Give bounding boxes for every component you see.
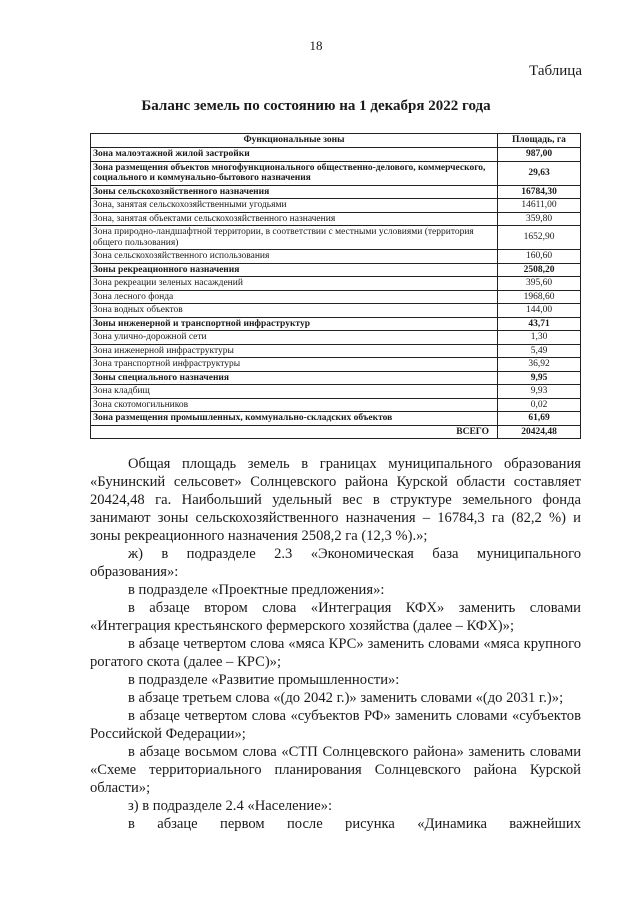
table-row	[91, 161, 581, 185]
header-area: Площадь, га	[498, 134, 581, 148]
table-row	[91, 385, 581, 399]
area-cell: 9,95	[498, 371, 581, 385]
zone-name-cell: Зоны инженерной и транспортной инфраструктур	[91, 317, 498, 331]
table-row	[91, 412, 581, 426]
table-row	[91, 185, 581, 199]
area-cell: 5,49	[498, 344, 581, 358]
area-cell: 359,80	[498, 212, 581, 226]
table-title: Баланс земель по состоянию на 1 декабря 2022 года	[141, 98, 491, 114]
total-row	[91, 425, 581, 439]
zone-name-cell: Зона транспортной инфраструктуры	[91, 358, 498, 372]
land-balance-table	[90, 133, 581, 439]
area-cell: 1,30	[498, 331, 581, 345]
zone-name-cell: Зона размещения промышленных, коммунально-складских объектов	[91, 412, 498, 426]
zone-name-cell: Зона сельскохозяйственного использования	[91, 250, 498, 264]
table-row	[91, 304, 581, 318]
paragraph: в подразделе «Развитие промышленности»:	[128, 672, 400, 688]
table-row	[91, 398, 581, 412]
area-cell: 160,60	[498, 250, 581, 264]
table-row	[91, 226, 581, 250]
total-label: ВСЕГО	[91, 425, 498, 439]
body-text	[90, 455, 581, 833]
paragraph: ж) в подразделе 2.3 «Экономическая база муниципального образования»:	[90, 546, 581, 580]
table-row	[91, 317, 581, 331]
header-zone: Функциональные зоны	[91, 134, 498, 148]
paragraph: в абзаце втором слова «Интеграция КФХ» заменить словами «Интеграция крестьянского фермерского хозяйства (далее – КФХ)»;	[90, 600, 581, 634]
area-cell: 1652,90	[498, 226, 581, 250]
area-cell: 14611,00	[498, 199, 581, 213]
total-area: 20424,48	[498, 425, 581, 439]
paragraph: Общая площадь земель в границах муниципального образования «Бунинский сельсовет» Солнцевского района Курской области составляет 20424,48 га. Наибольший удельный вес в структуре земельного фонда занимают зоны сельскохозяйственного назначения – 16784,3 га (82,2 %) и зоны рекреационного назначения 2508,2 га (12,3 %).»;	[90, 456, 581, 544]
area-cell: 61,69	[498, 412, 581, 426]
zone-name-cell: Зона инженерной инфраструктуры	[91, 344, 498, 358]
paragraph: з) в подразделе 2.4 «Население»:	[128, 798, 333, 814]
table-row	[91, 344, 581, 358]
area-cell: 36,92	[498, 358, 581, 372]
zone-name-cell: Зоны сельскохозяйственного назначения	[91, 185, 498, 199]
zone-name-cell: Зоны рекреационного назначения	[91, 263, 498, 277]
table-row	[91, 331, 581, 345]
area-cell: 29,63	[498, 161, 581, 185]
zone-name-cell: Зона, занятая сельскохозяйственными угодьями	[91, 199, 498, 213]
table-row	[91, 371, 581, 385]
zone-name-cell: Зона скотомогильников	[91, 398, 498, 412]
paragraph: в подразделе «Проектные предложения»:	[128, 582, 385, 598]
table-row	[91, 148, 581, 162]
table-header-row	[91, 134, 581, 148]
table-row	[91, 263, 581, 277]
zone-name-cell: Зона, занятая объектами сельскохозяйственного назначения	[91, 212, 498, 226]
table-row	[91, 199, 581, 213]
area-cell: 987,00	[498, 148, 581, 162]
zone-name-cell: Зона рекреации зеленых насаждений	[91, 277, 498, 291]
zone-name-cell: Зона улично-дорожной сети	[91, 331, 498, 345]
area-cell: 144,00	[498, 304, 581, 318]
table-row	[91, 212, 581, 226]
area-cell: 16784,30	[498, 185, 581, 199]
area-cell: 43,71	[498, 317, 581, 331]
table-row	[91, 358, 581, 372]
paragraph: в абзаце первом после рисунка «Динамика важнейших	[128, 816, 581, 832]
zone-name-cell: Зоны специального назначения	[91, 371, 498, 385]
area-cell: 395,60	[498, 277, 581, 291]
zone-name-cell: Зона водных объектов	[91, 304, 498, 318]
paragraph: в абзаце восьмом слова «СТП Солнцевского района» заменить словами «Схеме территориального планирования Солнцевского района Курской области»;	[90, 744, 581, 796]
zone-name-cell: Зона лесного фонда	[91, 290, 498, 304]
table-row	[91, 277, 581, 291]
paragraph: в абзаце третьем слова «(до 2042 г.)» заменить словами «(до 2031 г.)»;	[128, 690, 564, 706]
zone-name-cell: Зона малоэтажной жилой застройки	[91, 148, 498, 162]
area-cell: 9,93	[498, 385, 581, 399]
table-caption-label: Таблица	[529, 63, 582, 79]
paragraph: в абзаце четвертом слова «субъектов РФ» заменить словами «субъектов Российской Федерации»;	[90, 708, 581, 742]
table-row	[91, 290, 581, 304]
page-number: 18	[309, 38, 323, 53]
zone-name-cell: Зона природно-ландшафтной территории, в соответствии с местными условиями (территория общего пользования)	[91, 226, 498, 250]
table-row	[91, 250, 581, 264]
area-cell: 2508,20	[498, 263, 581, 277]
zone-name-cell: Зона размещения объектов многофункционального общественно-делового, коммерческого, социального и коммунально-бытового назначения	[91, 161, 498, 185]
area-cell: 1968,60	[498, 290, 581, 304]
area-cell: 0,02	[498, 398, 581, 412]
zone-name-cell: Зона кладбищ	[91, 385, 498, 399]
paragraph: в абзаце четвертом слова «мяса КРС» заменить словами «мяса крупного рогатого скота (далее – КРС)»;	[90, 636, 581, 670]
